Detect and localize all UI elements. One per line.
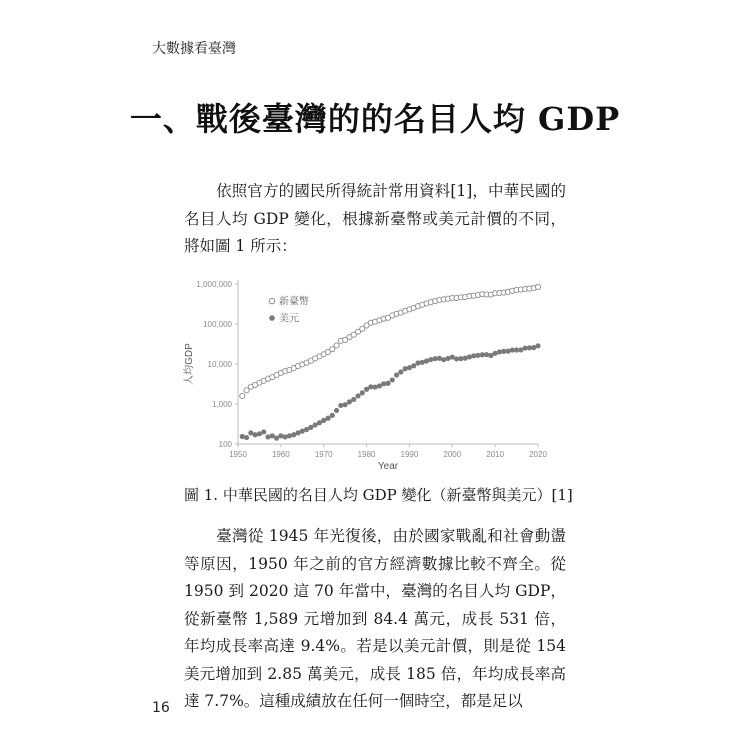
legend-ntd-marker [269,298,275,304]
x-tick-label: 2000 [443,450,462,459]
section-title: 一、戰後臺灣的的名目人均 GDP [129,100,621,138]
usd-point [535,343,540,348]
usd-point [398,369,403,374]
usd-point [411,363,416,368]
page-number: 16 [152,700,170,716]
usd-point [325,416,330,421]
ntd-point [334,343,339,348]
usd-point [334,408,339,413]
x-tick-label: 1980 [357,450,376,459]
x-tick-label: 1970 [314,450,333,459]
usd-point [390,377,395,382]
y-tick-label: 1,000,000 [196,280,232,289]
ntd-point [330,347,335,352]
x-axis-title: Year [377,461,399,472]
running-header: 大數據看臺灣 [152,41,236,57]
x-tick-label: 1960 [271,450,290,459]
figure-caption: 圖 1. 中華民國的名目人均 GDP 變化（新臺幣與美元）[1] [184,486,573,504]
y-tick-label: 100 [218,440,232,449]
x-tick-label: 1990 [400,450,419,459]
usd-point [394,372,399,377]
legend-usd-label: 美元 [279,313,299,325]
usd-point [428,357,433,362]
usd-point [385,381,390,386]
intro-paragraph-text: 依照官方的國民所得統計常用資料[1]，中華民國的名目人均 GDP 變化，根據新臺幣或美元計價的不同，將如圖 1 所示： [184,182,566,255]
usd-point [351,397,356,402]
y-tick-label: 10,000 [207,360,232,369]
legend-usd-marker [269,315,275,321]
usd-point [261,429,266,434]
x-tick-label: 2010 [486,450,505,459]
usd-point [360,390,365,395]
usd-point [330,413,335,418]
usd-point [484,352,489,357]
body-paragraph [184,523,566,716]
x-tick-label: 2020 [529,450,547,459]
legend-ntd-label: 新臺幣 [279,296,309,308]
y-axis-title: 人均GDP [184,343,195,385]
y-tick-label: 1,000 [211,400,232,409]
usd-point [355,393,360,398]
usd-point [244,435,249,440]
usd-point [253,432,258,437]
usd-point [343,402,348,407]
ntd-point [535,284,540,289]
body-paragraph-text: 臺灣從 1945 年光復後，由於國家戰亂和社會動盪等原因，1950 年之前的官方經濟數據比較不齊全。從 1950 到 2020 這 70 年當中，臺灣的名目人均 GDP，從新臺幣 1,589 元增加到 84.4 萬元，成長 531 倍，年均成長率高達 9.4%。若是以美元計價，則是從 154 美元增加到 2.85 萬美元，成長 185 倍，年均成長率高達 7.7%。這種成績放在任何一個時空，都是足以 [184,527,566,710]
gdp-chart [168,268,548,478]
ntd-point [240,393,245,398]
y-tick-label: 100,000 [203,320,232,329]
x-tick-label: 1950 [229,450,247,459]
intro-paragraph [184,178,566,261]
